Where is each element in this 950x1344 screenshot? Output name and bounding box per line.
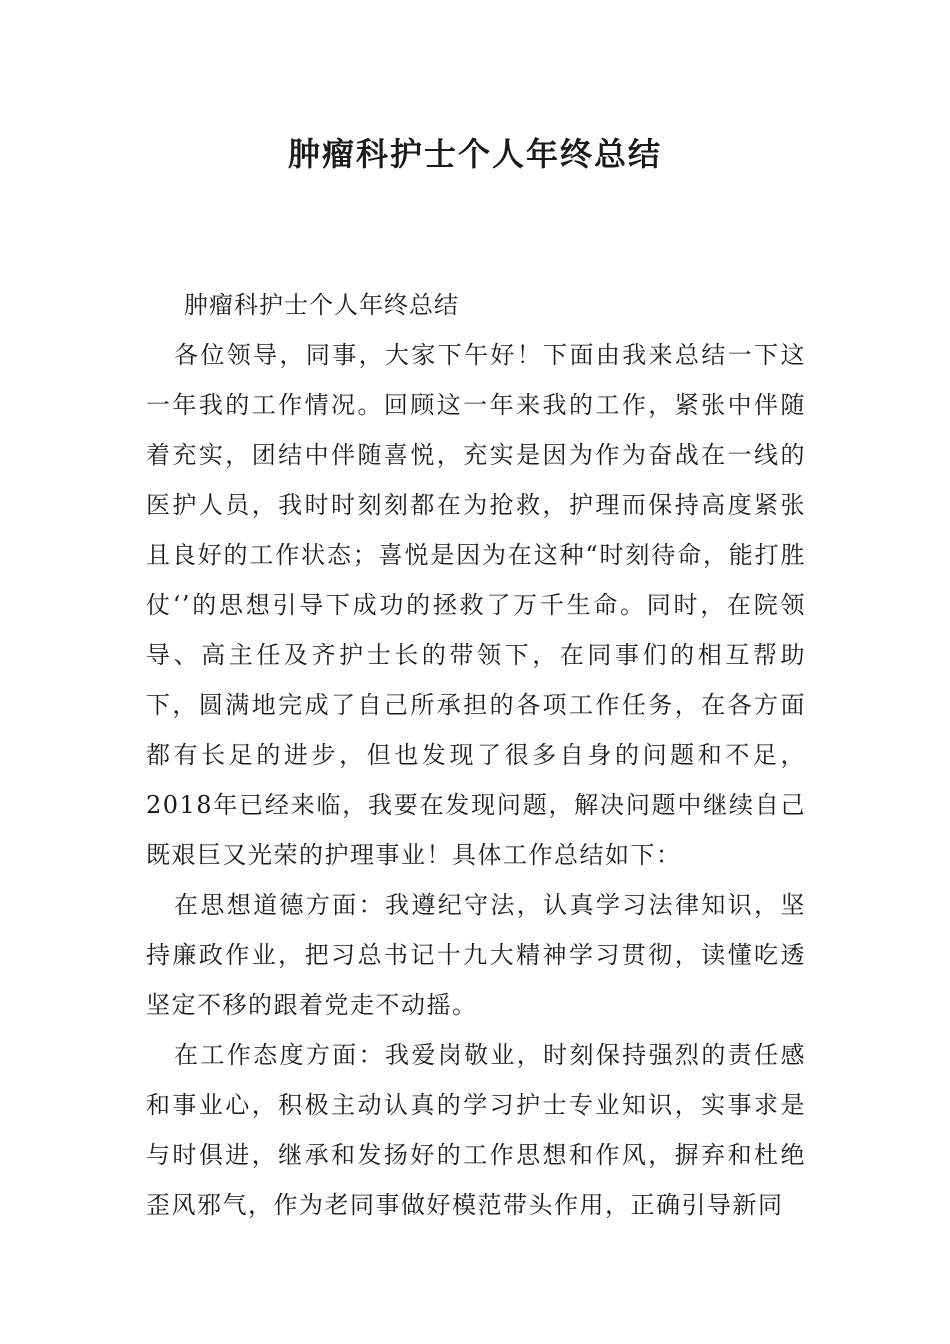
document-body [146, 280, 806, 1230]
document-subtitle: 肿瘤科护士个人年终总结 [184, 291, 459, 319]
paragraph-ideology: 在思想道德方面：我遵纪守法，认真学习法律知识，坚持廉政作业，把习总书记十九大精神学习贯彻，读懂吃透坚定不移的跟着党走不动摇。 [146, 891, 806, 1019]
paragraph-work-attitude: 在工作态度方面：我爱岗敬业，时刻保持强烈的责任感和事业心，积极主动认真的学习护士专业知识，实事求是与时俱进，继承和发扬好的工作思想和作风，摒弃和杜绝歪风邪气，作为老同事做好模范带头作用，正确引导新同 [146, 1041, 806, 1219]
paragraph-intro: 各位领导，同事，大家下午好！下面由我来总结一下这一年我的工作情况。回顾这一年来我的工作，紧张中伴随着充实，团结中伴随喜悦，充实是因为作为奋战在一线的医护人员，我时时刻刻都在为抢救，护理而保持高度紧张且良好的工作状态；喜悦是因为在这种“时刻待命，能打胜仗‘’的思想引导下成功的拯救了万千生命。同时，在院领导、高主任及齐护士长的带领下，在同事们的相互帮助下，圆满地完成了自己所承担的各项工作任务，在各方面都有长足的进步，但也发现了很多自身的问题和不足，2018年已经来临，我要在发现问题，解决问题中继续自己既艰巨又光荣的护理事业！具体工作总结如下： [146, 341, 806, 869]
document-title: 肿瘤科护士个人年终总结 [287, 135, 662, 173]
